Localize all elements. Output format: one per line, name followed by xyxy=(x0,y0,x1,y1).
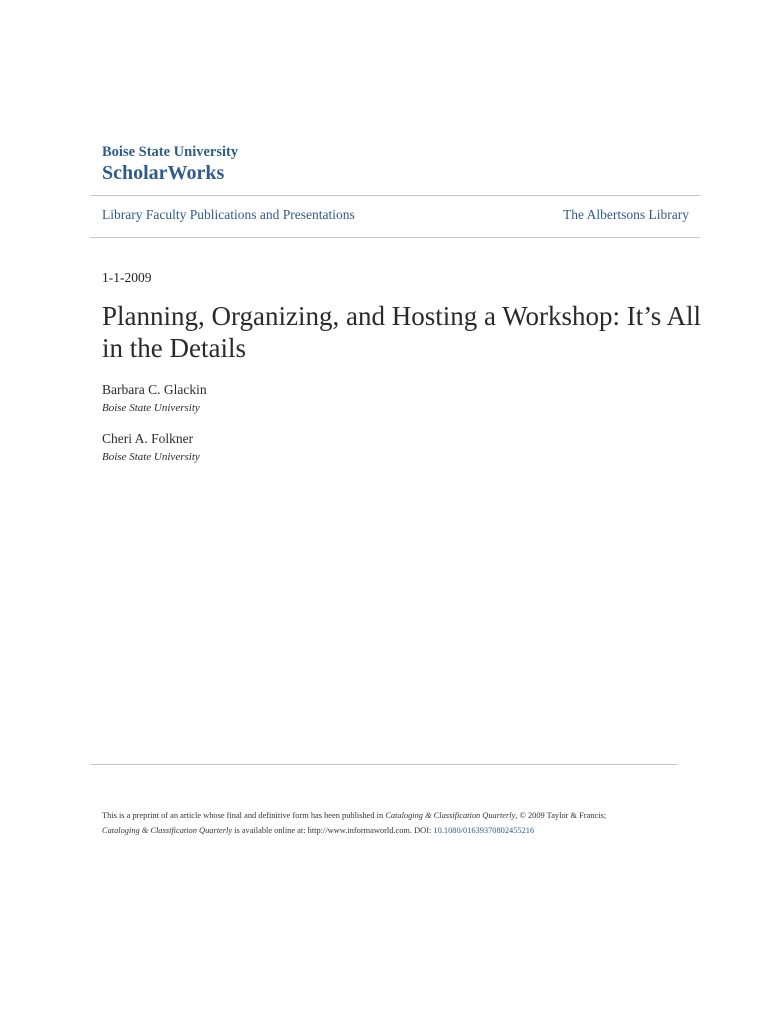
note-text-1: This is a preprint of an article whose final and definitive form has been published in xyxy=(102,811,386,820)
collection-link[interactable]: Library Faculty Publications and Presentations xyxy=(102,207,355,222)
note-text-3: is available online at: http://www.informaworld.com. DOI: xyxy=(232,826,434,835)
department-link[interactable]: The Albertsons Library xyxy=(563,207,689,222)
nav-divider xyxy=(90,237,700,238)
author-name[interactable]: Barbara C. Glackin xyxy=(102,382,207,397)
article-title: Planning, Organizing, and Hosting a Workshop: It’s All in the Details xyxy=(102,301,702,363)
doi-link[interactable]: 10.1080/01639370802455216 xyxy=(433,826,535,835)
repository-brand[interactable] xyxy=(102,145,238,184)
journal-name: Cataloging & Classification Quarterly xyxy=(102,826,233,835)
footer-divider xyxy=(90,764,678,765)
publication-date: 1-1-2009 xyxy=(102,270,152,285)
header-divider xyxy=(90,195,700,196)
author-name[interactable]: Cheri A. Folkner xyxy=(102,431,194,446)
repository-name: ScholarWorks xyxy=(102,161,225,184)
institution-name: Boise State University xyxy=(102,144,239,160)
author-entry xyxy=(102,381,207,416)
journal-name: Cataloging & Classification Quarterly xyxy=(385,811,516,820)
note-text-2: , © 2009 Taylor & Francis; xyxy=(515,811,607,820)
publication-note xyxy=(102,808,682,838)
author-affiliation: Boise State University xyxy=(102,402,200,414)
author-affiliation: Boise State University xyxy=(102,451,200,463)
author-entry xyxy=(102,430,200,465)
